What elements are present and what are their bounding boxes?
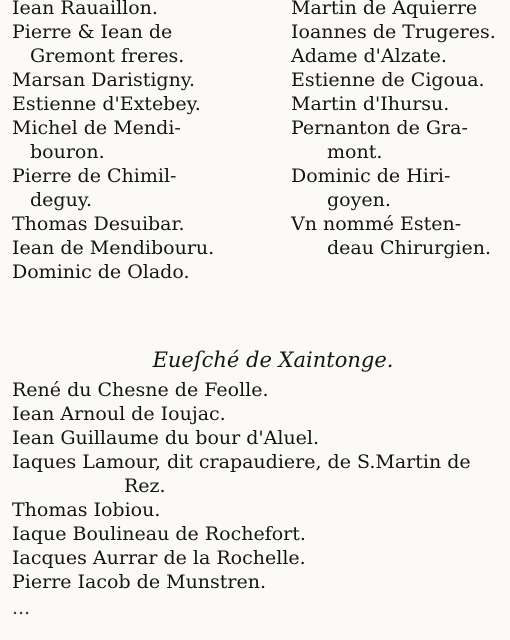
right-column bbox=[291, 0, 509, 260]
name-entry: Pierre de Chimil- bbox=[12, 165, 177, 187]
section-entry: Iacques Aurrar de la Rochelle. bbox=[12, 547, 306, 569]
section-entry: Iean Arnoul de Ioujac. bbox=[12, 403, 226, 425]
name-entry: Martin d'Ihursu. bbox=[291, 93, 450, 115]
name-entry: Dominic de Hiri- bbox=[291, 165, 451, 187]
name-entry: Vn nommé Esten- bbox=[291, 213, 462, 235]
section-entry: Iean Guillaume du bour d'Aluel. bbox=[12, 427, 320, 449]
name-entry: Marsan Daristigny. bbox=[12, 69, 196, 91]
name-entry: Pierre & Iean de bbox=[12, 21, 173, 43]
name-entry: Dominic de Olado. bbox=[12, 261, 190, 283]
name-entry: Adame d'Alzate. bbox=[291, 45, 447, 67]
name-entry: Michel de Mendi- bbox=[12, 117, 181, 139]
name-entry: Pernanton de Gra- bbox=[291, 117, 468, 139]
name-entry: mont. bbox=[327, 141, 383, 163]
section-entry: Iaques Lamour, dit crapaudiere, de S.Martin de bbox=[12, 451, 471, 473]
name-entry: Iean Rauaillon. bbox=[12, 0, 158, 19]
section-entry: Thomas Iobiou. bbox=[12, 499, 161, 521]
name-entry: Thomas Desuibar. bbox=[12, 213, 185, 235]
name-entry: Estienne de Cigoua. bbox=[291, 69, 485, 91]
section-entry: ... bbox=[12, 597, 31, 619]
name-entry: goyen. bbox=[327, 189, 391, 211]
section-entry: Rez. bbox=[124, 475, 166, 497]
name-entry: deau Chirurgien. bbox=[327, 237, 492, 259]
name-entry: deguy. bbox=[30, 189, 93, 211]
section-entry: Iaque Boulineau de Rochefort. bbox=[12, 523, 306, 545]
name-entry: bouron. bbox=[30, 141, 105, 163]
section-heading: Eueſché de Xaintonge. bbox=[152, 348, 394, 372]
section-entry-list bbox=[12, 378, 502, 620]
section-entry: Pierre Iacob de Munstren. bbox=[12, 571, 267, 593]
left-column bbox=[12, 0, 277, 284]
name-entry: Estienne d'Extebey. bbox=[12, 93, 201, 115]
name-entry: Gremont freres. bbox=[30, 45, 185, 67]
name-entry: Iean de Mendibouru. bbox=[12, 237, 215, 259]
name-entry: Ioannes de Trugeres. bbox=[291, 21, 496, 43]
name-entry: Martin de Aquierre bbox=[291, 0, 478, 19]
section-entry: René du Chesne de Feolle. bbox=[12, 379, 269, 401]
